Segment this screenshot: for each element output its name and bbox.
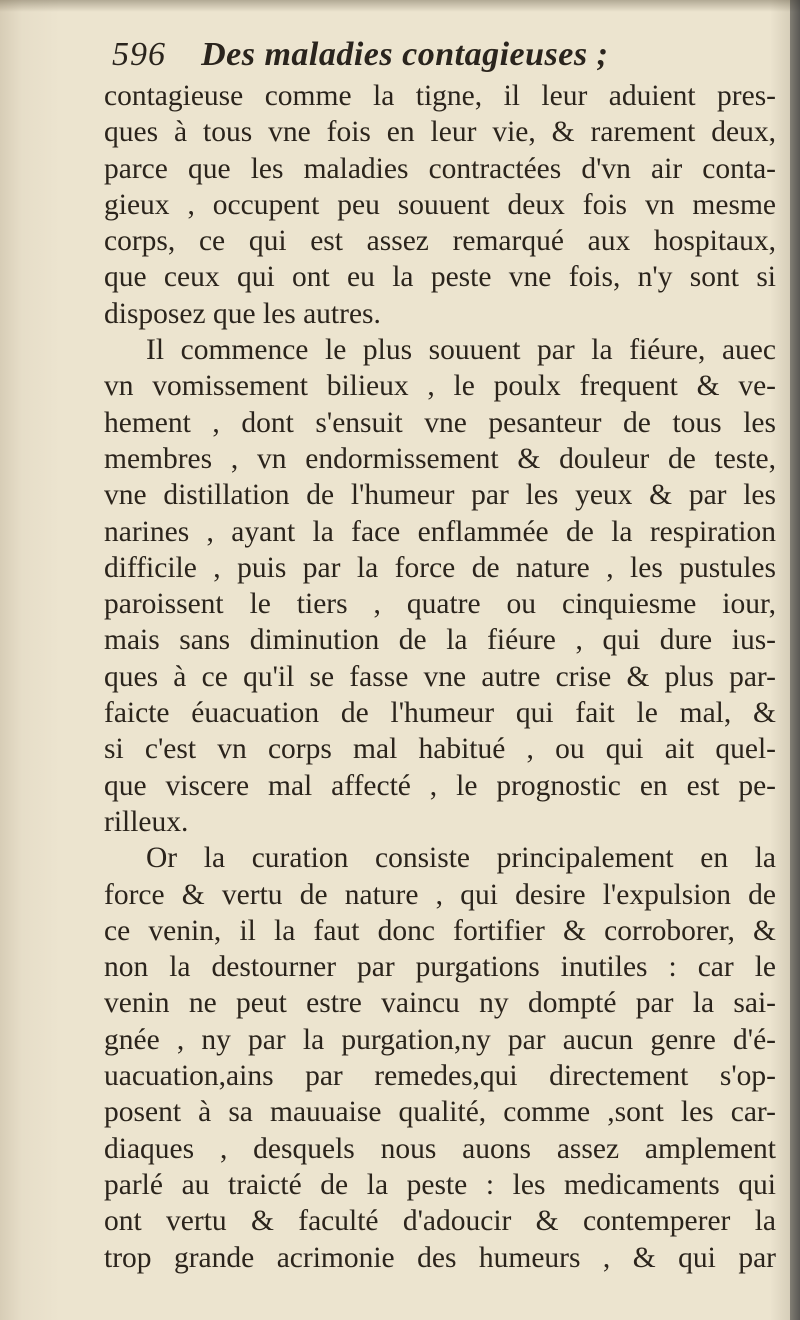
text-line: non la destourner par purgations inutiles : car le xyxy=(104,951,776,984)
text-line: trop grande acrimonie des humeurs , & qui par xyxy=(104,1241,776,1274)
text-line: ce venin, il la faut donc fortifier & corroborer, & xyxy=(104,914,776,947)
text-line: paroissent le tiers , quatre ou cinquiesme iour, xyxy=(104,588,776,621)
text-line: que viscere mal affecté , le prognostic en est pe- xyxy=(104,769,776,802)
text-line: disposez que les autres. xyxy=(104,297,381,330)
paragraph-start-line: Or la curation consiste principalement en la xyxy=(146,842,776,875)
text-line: ont vertu & faculté d'adoucir & contemperer la xyxy=(104,1205,776,1238)
page-number: 596 xyxy=(112,36,166,73)
text-line: diaques , desquels nous auons assez amplement xyxy=(104,1132,776,1165)
text-line: narines , ayant la face enflammée de la respiration xyxy=(104,515,776,548)
text-line: gieux , occupent peu souuent deux fois vn mesme xyxy=(104,188,776,221)
text-line: uacuation,ains par remedes,qui directement s'op- xyxy=(104,1060,776,1093)
text-line: contagieuse comme la tigne, il leur aduient pres- xyxy=(104,80,776,112)
text-line: corps, ce qui est assez remarqué aux hospitaux, xyxy=(104,225,776,258)
text-line: vne distillation de l'humeur par les yeux & par les xyxy=(104,479,776,512)
text-line: faicte éuacuation de l'humeur qui fait le mal, & xyxy=(104,697,776,730)
text-line: parce que les maladies contractées d'vn air conta- xyxy=(104,152,776,185)
text-line: mais sans diminution de la fiéure , qui dure ius- xyxy=(104,624,776,657)
text-line: parlé au traicté de la peste : les medicaments qui xyxy=(104,1168,776,1201)
text-line: vn vomissement bilieux , le poulx frequent & ve- xyxy=(104,370,776,403)
page-edge-shadow xyxy=(790,0,800,1320)
text-line: rilleux. xyxy=(104,805,189,838)
text-line: difficile , puis par la force de nature , les pustules xyxy=(104,551,776,584)
text-line: que ceux qui ont eu la peste vne fois, n'y sont si xyxy=(104,261,776,294)
text-line: venin ne peut estre vaincu ny dompté par la sai- xyxy=(104,987,776,1020)
running-head: Des maladies contagieuses ; xyxy=(201,36,609,73)
body-text xyxy=(104,78,776,1276)
text-line: ques à tous vne fois en leur vie, & rarement deux, xyxy=(104,116,776,149)
text-line: membres , vn endormissement & douleur de teste, xyxy=(104,442,776,475)
text-line: hement , dont s'ensuit vne pesanteur de tous les xyxy=(104,406,776,439)
text-line: gnée , ny par la purgation,ny par aucun genre d'é- xyxy=(104,1023,776,1056)
text-line: force & vertu de nature , qui desire l'expulsion de xyxy=(104,878,776,911)
text-line: posent à sa mauuaise qualité, comme ,sont les car- xyxy=(104,1096,776,1129)
text-line: ques à ce qu'il se fasse vne autre crise & plus par- xyxy=(104,660,776,693)
paragraph-start-line: Il commence le plus souuent par la fiéure, auec xyxy=(146,334,776,367)
text-line: si c'est vn corps mal habitué , ou qui ait quel- xyxy=(104,733,776,766)
